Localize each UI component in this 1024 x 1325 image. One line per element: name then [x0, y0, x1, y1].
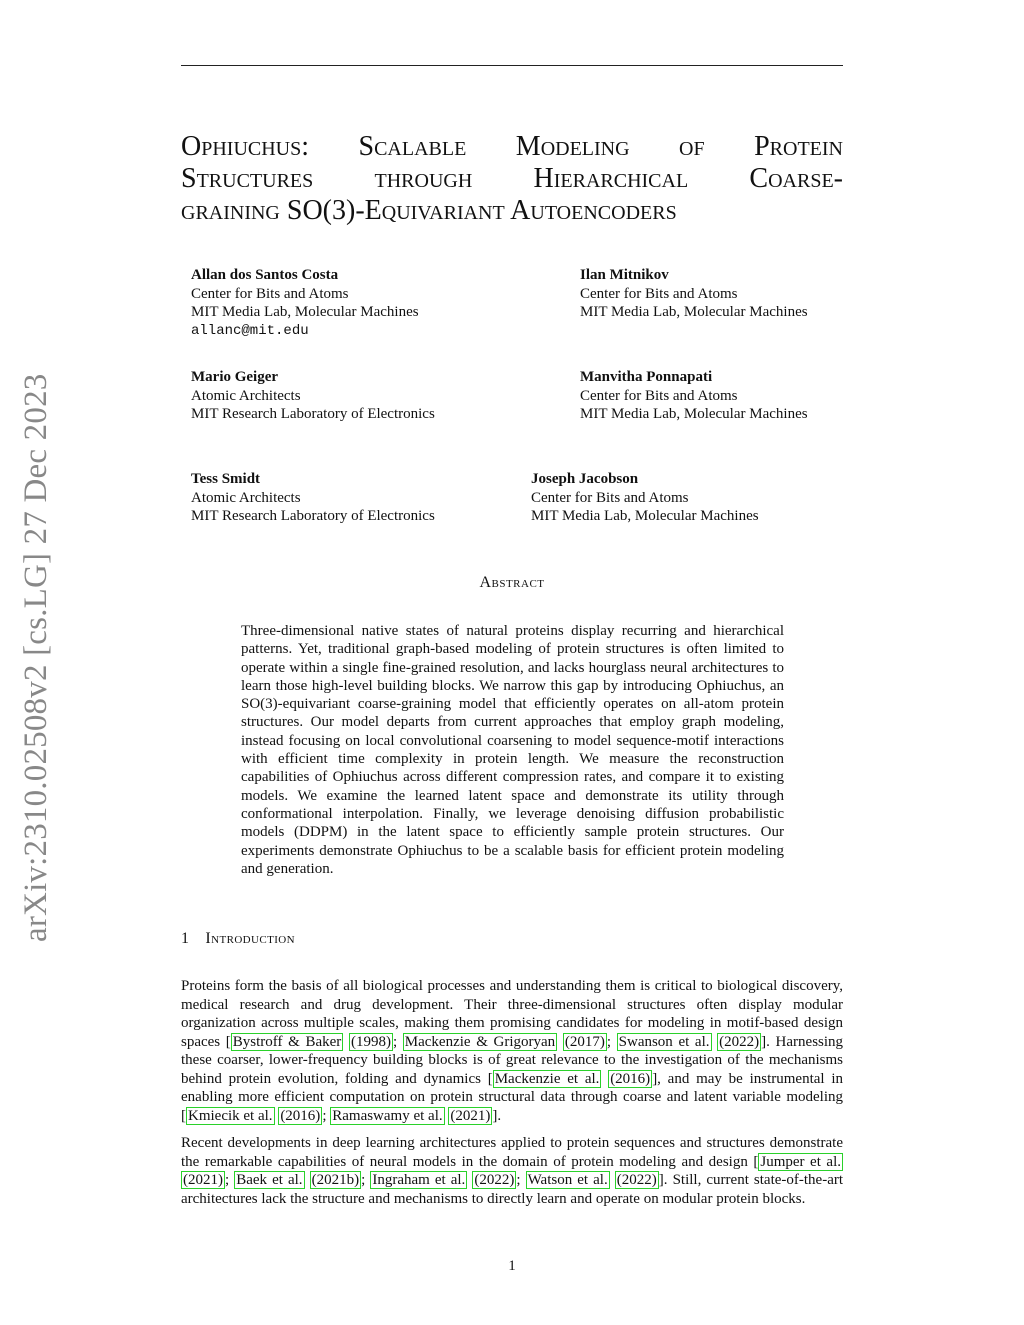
citation-separator: ; [392, 1033, 403, 1050]
paper-title [181, 131, 843, 227]
paragraph-text: ]. [492, 1107, 502, 1124]
section-heading [181, 930, 295, 948]
citation-link[interactable]: Kmiecik et al. [188, 1107, 273, 1124]
abstract-body: Three-dimensional native states of natural proteins display recurring and hierarchical patterns. Yet, traditional graph-based modeling of protein structures is often limited to operate within a single fine-grained resolution, and lacks hourglass neural architectures to learn those high-level building blocks. We narrow this gap by introducing Ophiuchus, an SO(3)-equivariant coarse-graining model that efficiently operates on all-atom protein structures. Our model departs from current approaches that employ graph modeling, instead focusing on local convolutional coarsening to model sequence-motif interactions with efficient time complexity in protein length. We measure the reconstruction capabilities of Ophiuchus across different compression rates, and compare it to existing models. We examine the learned latent space and demonstrate its utility through conformational interpolation. Finally, we leverage denoising diffusion probabilistic models (DDPM) in the latent space to efficiently sample protein structures. Our experiments demonstrate Ophiuchus to be a scalable basis for efficient protein modeling and generation. [241, 623, 784, 877]
citation-link[interactable]: Swanson et al. [618, 1033, 710, 1050]
title-line-2: Structures through Hierarchical Coarse- [181, 163, 843, 194]
citation-link[interactable]: Jumper et al. [760, 1153, 841, 1170]
paragraph-text: Recent developments in deep learning architectures applied to protein sequences and structures demonstrate the remarkable capabilities of neural models in the domain of protein modeling and design [ [181, 1135, 843, 1170]
page-number: 1 [508, 1258, 516, 1274]
citation-year-link[interactable]: (2022) [616, 1172, 657, 1188]
author-affiliation: MIT Research Laboratory of Electronics [191, 406, 435, 422]
author-block [531, 470, 759, 526]
author-affiliation: Center for Bits and Atoms [191, 285, 349, 302]
citation-year-link[interactable]: (2022) [719, 1033, 760, 1050]
citation-link[interactable]: Bystroff & Baker [232, 1033, 342, 1050]
author-block [191, 470, 435, 526]
author-block [191, 368, 435, 424]
author-email-link[interactable]: allanc@mit.edu [191, 322, 309, 339]
citation-year-link[interactable]: (2021b) [311, 1172, 360, 1188]
author-affiliation: Center for Bits and Atoms [580, 285, 738, 302]
author-block [191, 266, 419, 340]
arxiv-identifier: arXiv:2310.02508v2 [cs.LG] 27 Dec 2023 [18, 373, 54, 942]
author-name: Tess Smidt [191, 471, 261, 487]
header-rule [181, 65, 843, 66]
author-name: Joseph Jacobson [531, 471, 639, 487]
citation-year-link[interactable]: (2022) [474, 1172, 515, 1188]
abstract-heading: Abstract [479, 574, 545, 591]
citation-year-link[interactable]: (2021) [450, 1107, 491, 1124]
author-block [580, 368, 808, 424]
citation-link[interactable]: Watson et al. [527, 1172, 608, 1188]
citation-link[interactable]: Mackenzie et al. [494, 1070, 600, 1087]
author-block [580, 266, 808, 322]
intro-paragraph-1 [181, 977, 843, 1125]
paragraph-text: ]. Still, current state-of-the-art architectures lack the structure and mechanisms to directly learn and operate on modular protein blocks. [181, 1172, 844, 1207]
citation-year-link[interactable]: (2021) [183, 1172, 223, 1188]
author-affiliation: MIT Research Laboratory of Electronics [191, 508, 435, 524]
author-affiliation: MIT Media Lab, Molecular Machines [580, 304, 808, 320]
citation-link[interactable]: Ramaswamy et al. [332, 1107, 443, 1124]
citation-link[interactable]: Mackenzie & Grigoryan [404, 1033, 556, 1050]
citation-year-link[interactable]: (1998) [350, 1033, 391, 1050]
section-number: 1 [181, 930, 190, 947]
paragraph-text: ], and may be instrumental in enabling more efficient computation on protein structural data through coarse and latent variable modeling [ [181, 1070, 843, 1124]
author-name: Mario Geiger [191, 369, 279, 385]
author-affiliation: Center for Bits and Atoms [531, 489, 689, 506]
citation-separator: ; [322, 1107, 331, 1124]
author-affiliation: Atomic Architects [191, 489, 301, 506]
title-line-1: Ophiuchus: Scalable Modeling of Protein [181, 131, 843, 162]
paragraph-text: Proteins form the basis of all biological processes and understanding them is critical to biological discovery, medical research and drug development. Their three-dimensional structures often display modular organization across multiple scales, making them promising candidates for modeling in motif-based design spaces [ [181, 978, 843, 1050]
author-affiliation: Center for Bits and Atoms [580, 387, 738, 404]
citation-link[interactable]: Baek et al. [236, 1172, 303, 1188]
citation-separator: ; [516, 1172, 526, 1188]
paragraph-text: ]. Harnessing these coarser, lower-frequency building blocks is of great relevance to the investigation of the mechanisms behind protein evolution, folding and dynamics [ [181, 1033, 844, 1087]
author-affiliation: MIT Media Lab, Molecular Machines [531, 508, 759, 524]
title-line-3: graining SO(3)-Equivariant Autoencoders [181, 195, 677, 226]
citation-year-link[interactable]: (2017) [564, 1033, 605, 1050]
author-name: Allan dos Santos Costa [191, 267, 339, 283]
citation-separator: ; [225, 1172, 235, 1188]
author-name: Manvitha Ponnapati [580, 369, 713, 385]
citation-separator: ; [606, 1033, 617, 1050]
citation-link[interactable]: Ingraham et al. [372, 1172, 466, 1188]
section-title: Introduction [205, 930, 295, 947]
citation-year-link[interactable]: (2016) [280, 1107, 321, 1124]
citation-year-link[interactable]: (2016) [610, 1070, 651, 1087]
author-affiliation: MIT Media Lab, Molecular Machines [580, 406, 808, 422]
author-affiliation: MIT Media Lab, Molecular Machines [191, 304, 419, 320]
citation-separator: ; [361, 1172, 371, 1188]
author-name: Ilan Mitnikov [580, 267, 669, 283]
author-affiliation: Atomic Architects [191, 387, 301, 404]
intro-paragraph-2 [181, 1134, 843, 1208]
